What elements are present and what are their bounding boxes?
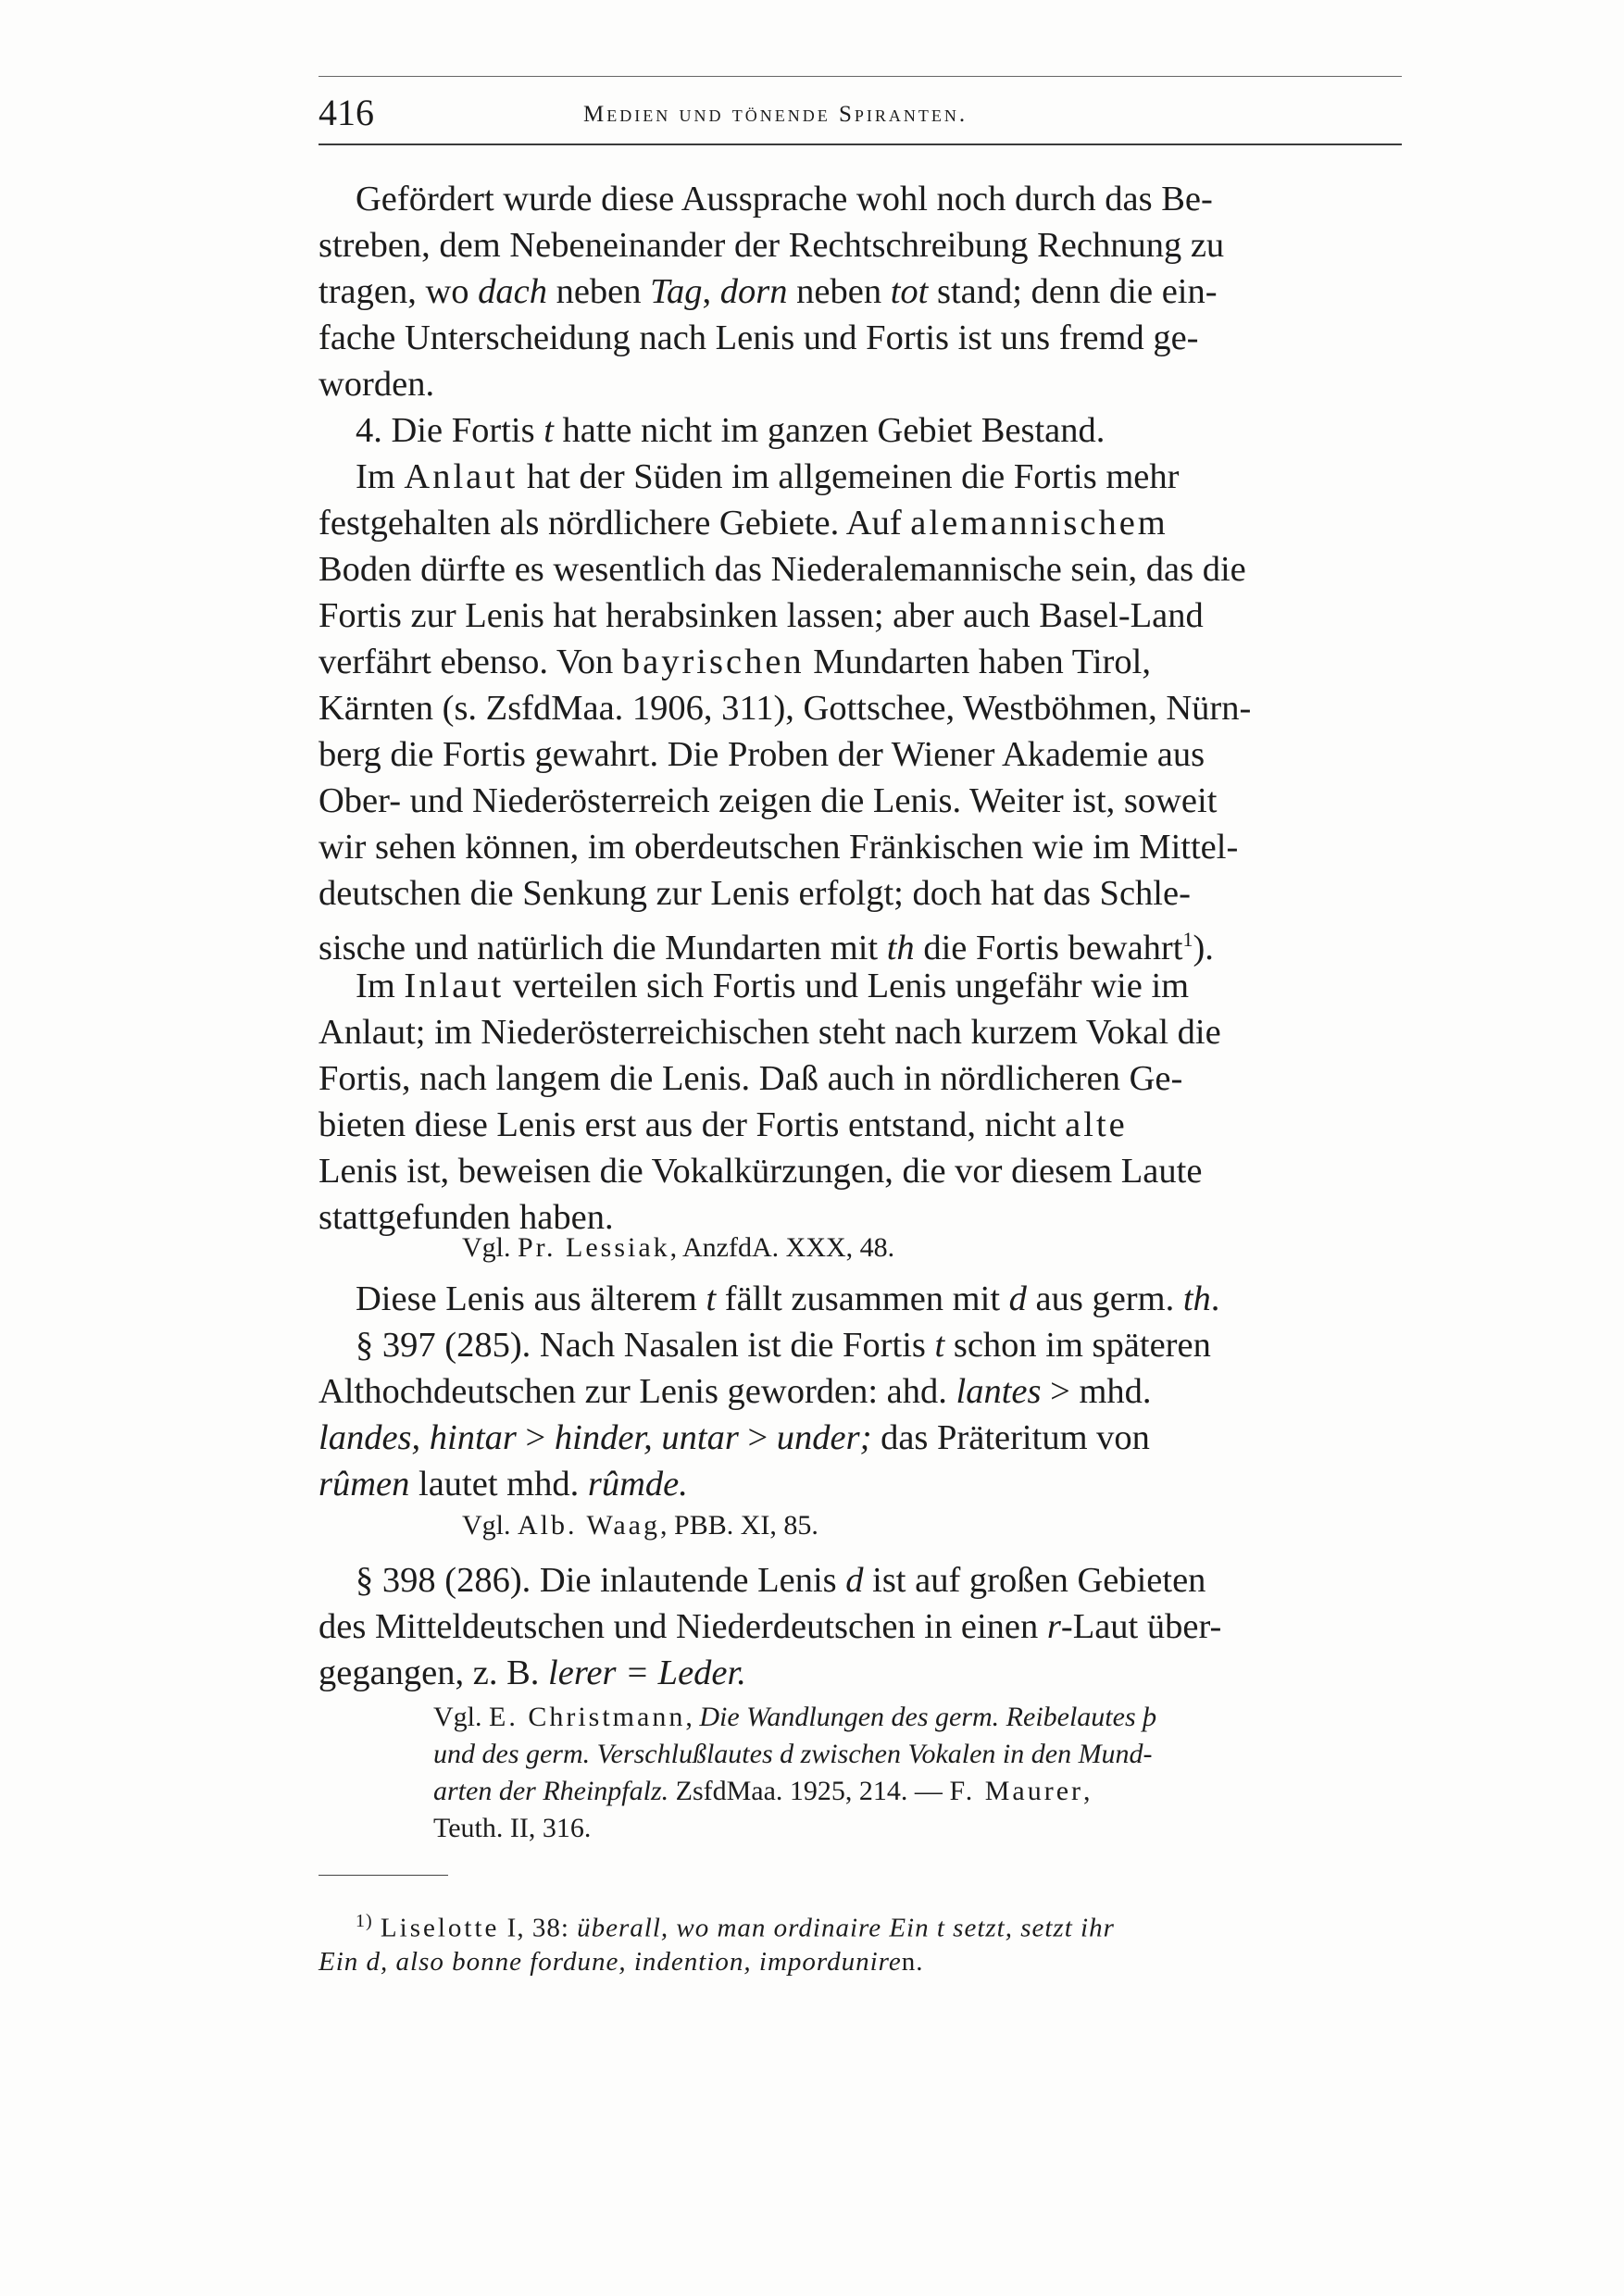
text-line: und des germ. Verschlußlautes d zwischen Vokalen in den Mund- [433, 1739, 1153, 1769]
text-line: wir sehen können, im oberdeutschen Fränkischen wie im Mittel- [319, 828, 1239, 867]
footnote-ref: 1 [1182, 928, 1193, 951]
text-line: rûmen lautet mhd. rûmde. [319, 1465, 688, 1504]
text-line: landes, hintar > hinder, untar > under; das Präteritum von [319, 1418, 1150, 1457]
text-line: § 398 (286). Die inlautende Lenis d ist auf großen Gebieten [356, 1561, 1206, 1600]
header-rule [319, 144, 1402, 145]
running-title: Medien und tönende Spiranten. [583, 102, 968, 127]
text-line: deutschen die Senkung zur Lenis erfolgt; doch hat das Schle- [319, 874, 1191, 913]
text-line: festgehalten als nördlichere Gebiete. Auf alemannischem [319, 504, 1168, 543]
footnote-marker: 1) [356, 1911, 373, 1931]
text-line: 4. Die Fortis t hatte nicht im ganzen Gebiet Bestand. [356, 411, 1106, 450]
text-line: fache Unterscheidung nach Lenis und Fortis ist uns fremd ge- [319, 318, 1199, 357]
text-line: § 397 (285). Nach Nasalen ist die Fortis t schon im späteren [356, 1326, 1211, 1365]
text-line: sische und natürlich die Mundarten mit th die Fortis bewahrt$^1$). [319, 928, 1214, 967]
text-line: Im Anlaut hat der Süden im allgemeinen die Fortis mehr [356, 457, 1180, 496]
text-line: Vgl. Alb. Waag, PBB. XI, 85. [462, 1510, 818, 1541]
text-line: tragen, wo dach neben Tag, dorn neben tot stand; denn die ein- [319, 272, 1218, 311]
text-line: worden. [319, 365, 435, 404]
text-line: Fortis zur Lenis hat herabsinken lassen; aber auch Basel-Land [319, 596, 1204, 635]
text-line: gegangen, z. B. lerer = Leder. [319, 1653, 746, 1692]
page-header [319, 91, 1402, 141]
text-line: Diese Lenis aus älterem t fällt zusammen mit d aus germ. th. [356, 1279, 1220, 1318]
text-line: Im Inlaut verteilen sich Fortis und Lenis ungefähr wie im [356, 967, 1190, 1005]
top-rule [319, 76, 1402, 77]
text-line: arten der Rheinpfalz. ZsfdMaa. 1925, 214. — F. Maurer, [433, 1776, 1091, 1806]
text-line: Kärnten (s. ZsfdMaa. 1906, 311), Gottschee, Westböhmen, Nürn- [319, 689, 1252, 728]
text-line: stattgefunden haben. [319, 1198, 614, 1237]
text-line: $^{1)}$ Liselotte I, 38: überall, wo man ordinaire Ein t setzt, setzt ihr [356, 1911, 1115, 1943]
text-line: Boden dürfte es wesentlich das Niederalemannische sein, das die [319, 550, 1246, 589]
text-line: Vgl. Pr. Lessiak, AnzfdA. XXX, 48. [462, 1232, 895, 1263]
text-line: Ein d, also bonne fordune, indention, imporduniren. [319, 1947, 924, 1977]
text-line: Anlaut; im Niederösterreichischen steht nach kurzem Vokal die [319, 1013, 1221, 1052]
text-line: bieten diese Lenis erst aus der Fortis entstand, nicht alte [319, 1105, 1128, 1144]
text-line: streben, dem Nebeneinander der Rechtschreibung Rechnung zu [319, 226, 1225, 265]
text-line: Ober- und Niederösterreich zeigen die Lenis. Weiter ist, soweit [319, 781, 1218, 820]
text-line: berg die Fortis gewahrt. Die Proben der Wiener Akademie aus [319, 735, 1206, 774]
text-line: Vgl. E. Christmann, Die Wandlungen des germ. Reibelautes þ [433, 1702, 1157, 1732]
text-line: Fortis, nach langem die Lenis. Daß auch in nördlicheren Ge- [319, 1059, 1183, 1098]
text-line: Teuth. II, 316. [433, 1813, 592, 1843]
text-line: Althochdeutschen zur Lenis geworden: ahd. lantes > mhd. [319, 1372, 1152, 1411]
text-line: Lenis ist, beweisen die Vokalkürzungen, die vor diesem Laute [319, 1152, 1203, 1191]
text-line: des Mitteldeutschen und Niederdeutschen in einen r-Laut über- [319, 1607, 1222, 1646]
text-line: Gefördert wurde diese Aussprache wohl noch durch das Be- [356, 180, 1213, 218]
text-line: verfährt ebenso. Von bayrischen Mundarten haben Tirol, [319, 643, 1151, 681]
footnote-rule [319, 1875, 448, 1876]
page-number: 416 [319, 92, 374, 133]
